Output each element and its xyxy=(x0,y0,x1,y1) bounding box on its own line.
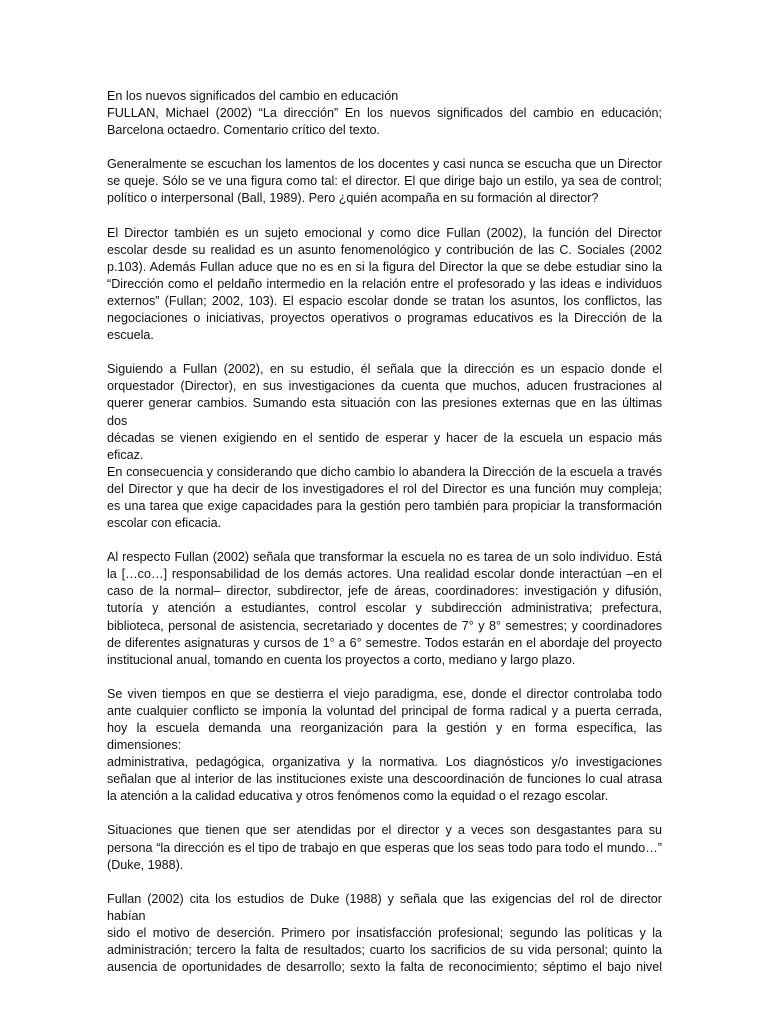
paragraph-line: décadas se vienen exigiendo en el sentido de esperar y hacer de la escuela un espacio más eficaz. xyxy=(107,430,662,462)
paragraph-line: ausencia de oportunidades de desarrollo; sexto la falta de reconocimiento; séptimo el bajo nivel xyxy=(107,960,662,975)
paragraph-line: hoy la escuela demanda una reorganización para la gestión y en forma específica, las dimensiones: xyxy=(107,721,662,753)
paragraph-line: político o interpersonal (Ball, 1989). Pero ¿quién acompaña en su formación al director? xyxy=(107,191,599,206)
paragraph-line: Al respecto Fullan (2002) señala que transformar la escuela no es tarea de un solo individuo. Está xyxy=(107,550,662,565)
paragraph-line: la atención a la calidad educativa y otros fenómenos como la equidad o el rezago escolar. xyxy=(107,789,609,804)
paragraph-line: Generalmente se escuchan los lamentos de los docentes y casi nunca se escucha que un Director xyxy=(107,157,662,172)
paragraph-line: se queje. Sólo se ve una figura como tal: el director. El que dirige bajo un estilo, ya sea de control; xyxy=(107,174,662,189)
paragraph-line: orquestador (Director), en sus investigaciones da cuenta que muchos, aducen frustraciones al xyxy=(107,379,662,394)
paragraph-line: del Director y que ha decir de los investigadores el rol del Director es una función muy compleja; xyxy=(107,481,662,496)
paragraph-2 xyxy=(107,225,662,345)
paragraph-line: administración; tercero la falta de resultados; cuarto los sacrificios de su vida personal; quinto la xyxy=(107,943,662,958)
document-heading xyxy=(107,88,662,139)
paragraph-4 xyxy=(107,549,662,669)
document-page xyxy=(107,88,662,993)
paragraph-line: institucional anual, tomando en cuenta los proyectos a corto, mediano y largo plazo. xyxy=(107,652,576,667)
paragraph-line: El Director también es un sujeto emocional y como dice Fullan (2002), la función del Director xyxy=(107,225,662,240)
paragraph-line: negociaciones o iniciativas, proyectos operativos o programas educativos es la Dirección de la xyxy=(107,311,662,326)
paragraph-line: (Duke, 1988). xyxy=(107,857,184,872)
paragraph-line: Se viven tiempos en que se destierra el viejo paradigma, ese, donde el director controlaba todo xyxy=(107,686,662,701)
paragraph-line: Situaciones que tienen que ser atendidas por el director y a veces son desgastantes para su xyxy=(107,823,662,838)
paragraph-5 xyxy=(107,686,662,806)
paragraph-3 xyxy=(107,361,662,532)
paragraph-line: querer generar cambios. Sumando esta situación con las presiones externas que en las últimas dos xyxy=(107,396,662,428)
paragraph-line: p.103). Además Fullan aduce que no es en si la figura del Director la que se debe estudiar sino la xyxy=(107,259,662,274)
paragraph-line: es una tarea que exige capacidades para la gestión pero también para propiciar la transformación xyxy=(107,498,662,513)
paragraph-line: escuela. xyxy=(107,328,154,343)
paragraph-7 xyxy=(107,891,662,976)
paragraph-line: tutoría y atención a estudiantes, control escolar y subdirección administrativa; prefectura, xyxy=(107,601,662,616)
heading-title: En los nuevos significados del cambio en educación xyxy=(107,89,399,103)
paragraph-line: Siguiendo a Fullan (2002), en su estudio, él señala que la dirección es un espacio donde el xyxy=(107,362,662,377)
paragraph-line: escolar con eficacia. xyxy=(107,516,222,531)
paragraph-line: En consecuencia y considerando que dicho cambio lo abandera la Dirección de la escuela a través xyxy=(107,464,662,479)
paragraph-line: externos” (Fullan; 2002, 103). El espacio escolar donde se tratan los asuntos, los conflictos, las xyxy=(107,293,662,308)
paragraph-line: escolar desde su realidad es un asunto fenomenológico y contribución de las C. Sociales (2002 xyxy=(107,242,662,257)
paragraph-line: sido el motivo de deserción. Primero por insatisfacción profesional; segundo las políticas y la xyxy=(107,925,662,940)
paragraph-line: Fullan (2002) cita los estudios de Duke (1988) y señala que las exigencias del rol de director habían xyxy=(107,891,662,923)
paragraph-6 xyxy=(107,822,662,873)
paragraph-line: de diferentes asignaturas y cursos de 1° a 6° semestre. Todos estarán en el abordaje del proyecto xyxy=(107,635,662,650)
paragraph-line: señalan que al interior de las instituciones existe una descoordinación de funciones lo cual atrasa xyxy=(107,772,662,787)
paragraph-line: “Dirección como el peldaño intermedio en la relación entre el profesorado y las ideas e individuos xyxy=(107,276,662,291)
paragraph-line: caso de la normal– director, subdirector, jefe de áreas, coordinadores: investigación y difusión, xyxy=(107,584,662,599)
paragraph-1 xyxy=(107,156,662,207)
paragraph-line: ante cualquier conflicto se imponía la voluntad del principal de forma radical y a puerta cerrada, xyxy=(107,703,662,718)
heading-citation-end: Barcelona octaedro. Comentario crítico del texto. xyxy=(107,123,381,138)
paragraph-line: la […co…] responsabilidad de los demás actores. Una realidad escolar donde interactúan –en el xyxy=(107,567,662,582)
paragraph-line: persona “la dirección es el tipo de trabajo en que esperas que los seas todo para todo el mundo…” xyxy=(107,840,662,855)
paragraph-line: biblioteca, personal de asistencia, secretariado y docentes de 7° y 8° semestres; y coordinadores xyxy=(107,618,662,633)
heading-citation: FULLAN, Michael (2002) “La dirección” En los nuevos significados del cambio en educación; xyxy=(107,106,662,121)
paragraph-line: administrativa, pedagógica, organizativa y la normativa. Los diagnósticos y/o investigaciones xyxy=(107,755,662,770)
